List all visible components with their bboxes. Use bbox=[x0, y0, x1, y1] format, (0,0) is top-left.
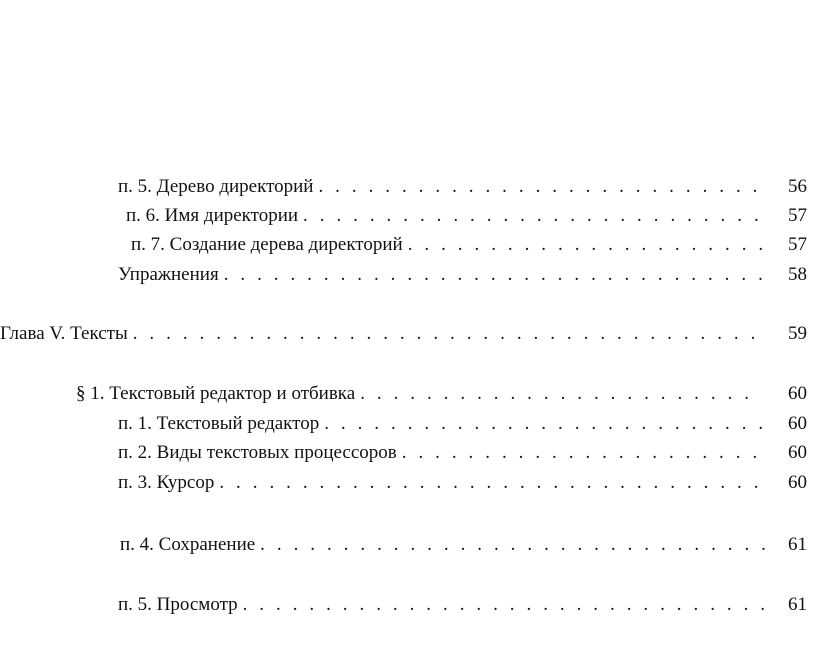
toc-entry bbox=[118, 173, 766, 201]
toc-dot-leader bbox=[403, 231, 766, 259]
toc-entry bbox=[118, 469, 766, 497]
toc-dot-leader bbox=[128, 320, 766, 348]
toc-page-number: 58 bbox=[788, 264, 807, 285]
toc-entry-label: п. 7. Создание дерева директорий bbox=[131, 234, 403, 255]
toc-dot-leader bbox=[255, 531, 766, 559]
toc-entry-label: Упражнения bbox=[118, 264, 219, 285]
toc-page-number: 60 bbox=[788, 442, 807, 463]
toc-dot-leader bbox=[219, 261, 766, 289]
toc-page-number: 60 bbox=[788, 472, 807, 493]
toc-entry-label: Глава V. Тексты bbox=[0, 323, 128, 344]
toc-dot-leader bbox=[298, 202, 766, 230]
toc-page-number: 61 bbox=[788, 534, 807, 555]
toc-entry bbox=[118, 591, 766, 619]
toc-entry-label: п. 2. Виды текстовых процессоров bbox=[118, 442, 397, 463]
toc-entry bbox=[118, 439, 766, 467]
toc-dot-leader bbox=[238, 591, 766, 619]
toc-entry-label: § 1. Текстовый редактор и отбивка bbox=[76, 383, 356, 404]
toc-page-number: 57 bbox=[788, 205, 807, 226]
toc-entry bbox=[126, 202, 766, 230]
toc-dot-leader bbox=[397, 439, 766, 467]
toc-entry bbox=[118, 261, 766, 289]
toc-entry-label: п. 3. Курсор bbox=[118, 472, 215, 493]
toc-dot-leader bbox=[313, 173, 766, 201]
toc-entry bbox=[118, 410, 766, 438]
toc-page-number: 57 bbox=[788, 234, 807, 255]
toc-entry-label: п. 6. Имя директории bbox=[126, 205, 299, 226]
toc-entry-label: п. 5. Просмотр bbox=[118, 594, 238, 615]
toc-page-number: 60 bbox=[788, 383, 807, 404]
toc-entry-label: п. 1. Текстовый редактор bbox=[118, 413, 320, 434]
toc-page-number: 56 bbox=[788, 176, 807, 197]
toc-dot-leader bbox=[355, 380, 758, 408]
toc-entry-label: п. 5. Дерево директорий bbox=[118, 176, 314, 197]
toc-chapter-entry bbox=[0, 320, 766, 348]
toc-entry-label: п. 4. Сохранение bbox=[120, 534, 256, 555]
toc-dot-leader bbox=[214, 469, 766, 497]
toc-page-number: 59 bbox=[788, 323, 807, 344]
toc-page-number: 60 bbox=[788, 413, 807, 434]
toc-page-number: 61 bbox=[788, 594, 807, 615]
toc-entry bbox=[131, 231, 766, 259]
toc-dot-leader bbox=[319, 410, 766, 438]
toc-entry bbox=[120, 531, 766, 559]
toc-section-entry bbox=[76, 380, 758, 408]
